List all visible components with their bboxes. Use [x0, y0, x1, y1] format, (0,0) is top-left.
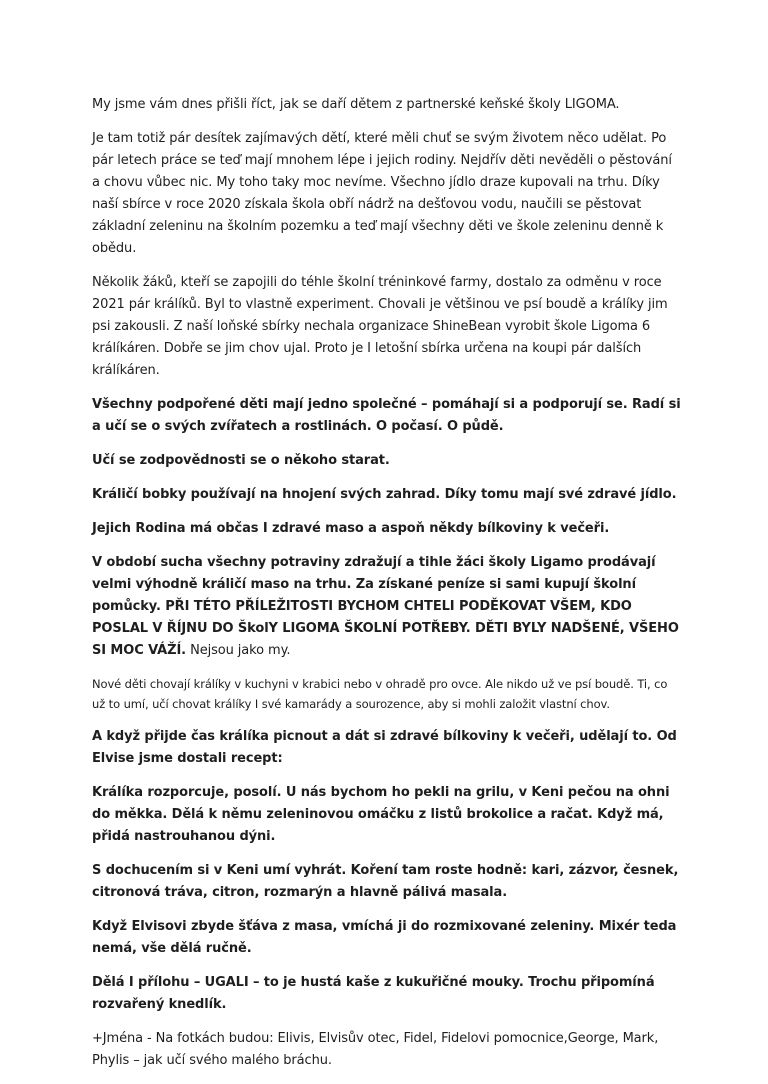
paragraph-drought-market [92, 552, 682, 662]
paragraph-recipe-steps: Králíka rozporcuje, posolí. U nás bychom ho pekli na grilu, v Keni pečou na ohni do měkka. Dělá k němu zeleninovou omáčku z listů brokolice a račat. Když má, přidá nastrouhanou dýni. [92, 785, 670, 844]
paragraph-rabbits-experiment: Několik žáků, kteří se zapojili do téhle školní tréninkové farmy, dostalo za odměnu v roce 2021 pár králíků. Byl to vlastně experiment. Chovali je většinou ve psí boudě a králíky jim psi zakousli. Z naší loňské sbírky nechala organizace ShineBean vyrobit škole Ligoma 6 králíkáren. Dobře se jim chov ujal. Proto je I letošní sbírka určena na koupi pár dalších králíkáren. [92, 275, 668, 378]
paragraph-ugali: Dělá I přílohu – UGALI – to je hustá kaše z kukuřičné mouky. Trochu připomíná rozvařený knedlík. [92, 975, 655, 1012]
paragraph-fertilizer: Králičí bobky používají na hnojení svých zahrad. Díky tomu mají své zdravé jídlo. [92, 487, 677, 502]
paragraph-school-progress: Je tam totiž pár desítek zajímavých dětí, které měli chuť se svým životem něco udělat. Po pár letech práce se teď mají mnohem lépe i jejich rodiny. Nejdřív děti nevěděli o pěstování a chovu vůbec nic. My toho taky moc nevíme. Všechno jídlo draze kupovali na trhu. Díky naší sbírce v roce 2020 získala škola obří nádrž na dešťovou vodu, naučili se pěstovat základní zeleninu na školním pozemku a teď mají všechny děti ve škole zeleninu denně k obědu. [92, 131, 672, 256]
paragraph-intro: My jsme vám dnes přišli říct, jak se daří dětem z partnerské keňské školy LIGOMA. [92, 97, 620, 112]
paragraph-drought-market-normal: Nejsou jako my. [186, 643, 291, 658]
paragraph-drought-market-bold: V období sucha všechny potraviny zdražují a tihle žáci školy Ligamo prodávají velmi výhodně králičí maso na trhu. Za získané peníze si sami kupují školní pomůcky. PŘI TÉTO PŘÍLEŽITOSTI BYCHOM CHTELI PODĚKOVAT VŠEM, KDO POSLAL V ŘÍJNU DO ŠkolY LIGOMA ŠKOLNÍ POTŘEBY. DĚTI BYLY NADŠENÉ, VŠEHO SI MOC VÁŽÍ. [92, 555, 679, 658]
paragraph-responsibility: Učí se zodpovědnosti se o někoho starat. [92, 453, 390, 468]
paragraph-new-children: Nové děti chovají králíky v kuchyni v krabici nebo v ohradě pro ovce. Ale nikdo už ve psí boudě. Ti, co už to umí, učí chovat králíky I své kamarády a sourozence, aby si mohli založit vlastní chov. [92, 677, 668, 711]
paragraph-names: +Jména - Na fotkách budou: Elivis, Elvisův otec, Fidel, Fidelovi pomocnice,George, Mark, Phylis – jak učí svého malého bráchu. [92, 1031, 659, 1068]
paragraph-spices: S dochucením si v Keni umí vyhrát. Koření tam roste hodně: kari, zázvor, česnek, citronová tráva, citron, rozmarýn a hlavně pálivá masala. [92, 863, 679, 900]
paragraph-juice: Když Elvisovi zbyde šťáva z masa, vmíchá ji do rozmixované zeleniny. Mixér teda nemá, vše dělá ručně. [92, 919, 677, 956]
paragraph-children-help: Všechny podpořené děti mají jedno společné – pomáhají si a podporují se. Radí si a učí se o svých zvířatech a rostlinách. O počasí. O půdě. [92, 397, 681, 434]
paragraph-recipe-intro: A když přijde čas králíka picnout a dát si zdravé bílkoviny k večeři, udělají to. Od Elvise jsme dostali recept: [92, 729, 677, 766]
paragraph-family-meat: Jejich Rodina má občas I zdravé maso a aspoň někdy bílkoviny k večeři. [92, 521, 610, 536]
document-page [92, 94, 682, 1084]
